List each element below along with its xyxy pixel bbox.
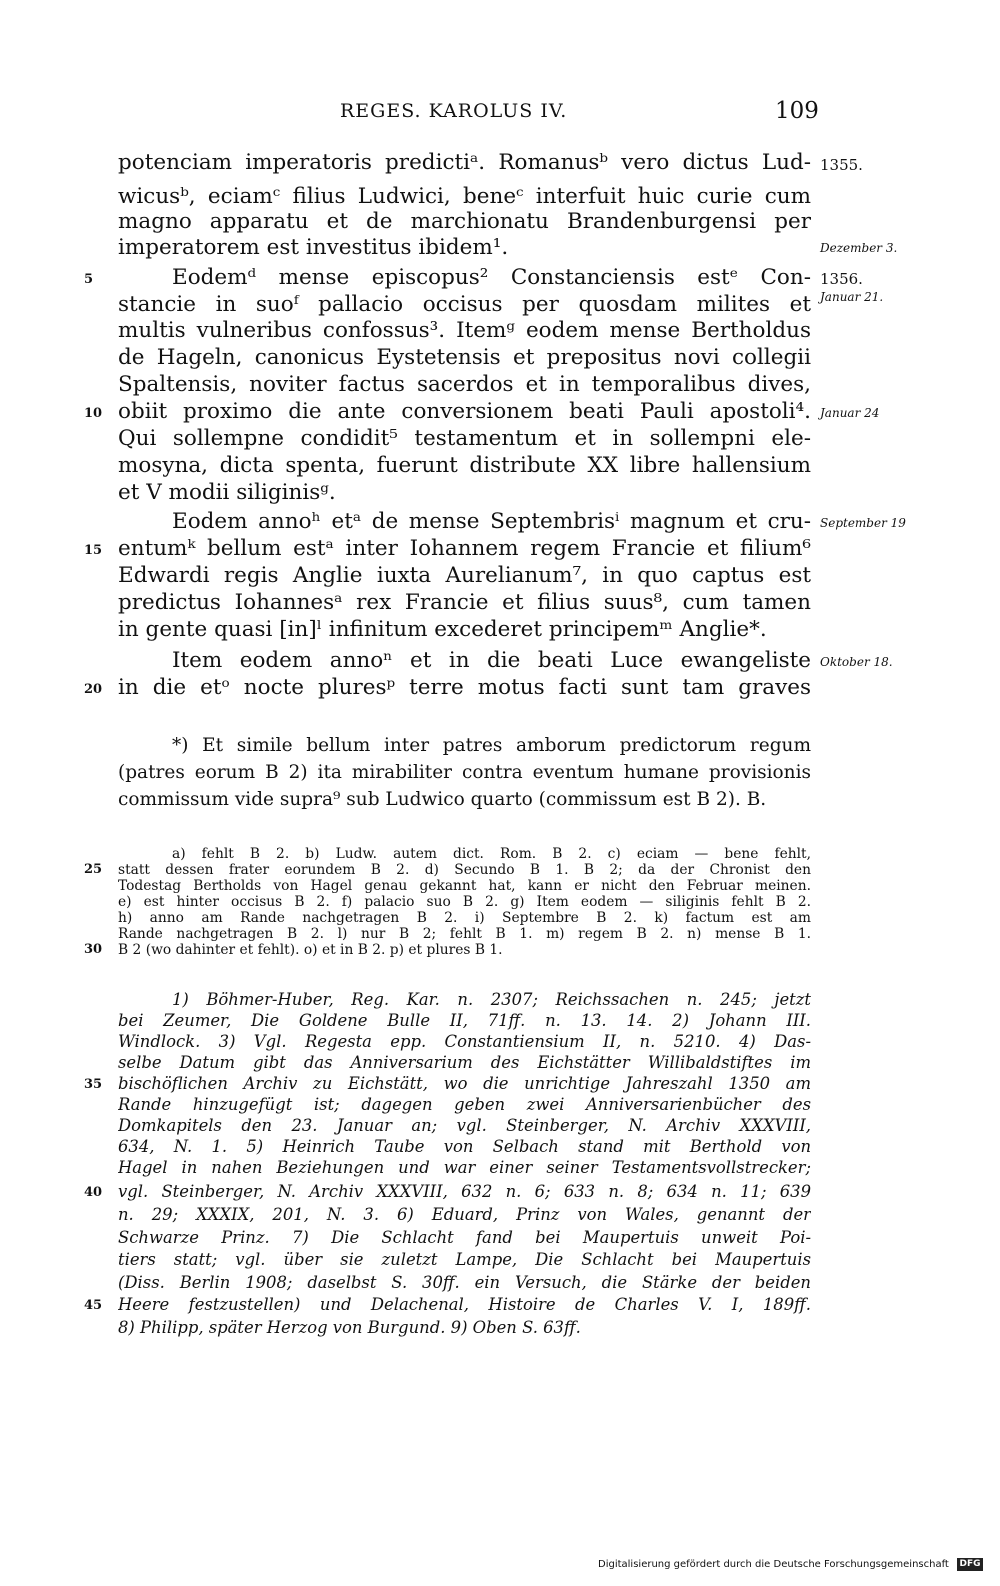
main-text-line: predictus Iohannesᵃ rex Francie et filius suus⁸, cum tamen	[118, 590, 811, 615]
main-text-line: wicusᵇ, eciamᶜ filius Ludwici, beneᶜ interfuit huic curie cum	[118, 184, 811, 209]
star-note-line: *) Et simile bellum inter patres amborum predictorum regum	[172, 735, 811, 756]
footnote-line: Rande hinzugefügt ist; dagegen geben zwei Anniversarienbücher des	[118, 1095, 811, 1114]
line-number: 5	[84, 272, 94, 287]
apparatus-line: statt dessen frater eorundem B 2. d) Secundo B 1. B 2; da der Chronist den	[118, 862, 811, 878]
apparatus-line: e) est hinter occisus B 2. f) palacio suo B 2. g) Item eodem — siliginis fehlt B 2.	[118, 894, 811, 910]
line-number: 20	[84, 682, 103, 697]
line-number: 25	[84, 862, 103, 877]
main-text-line: Qui sollempne condidit⁵ testamentum et in sollempni ele-	[118, 426, 811, 451]
line-number: 30	[84, 942, 103, 957]
footnote-line: Hagel in nahen Beziehungen und war einer seiner Testamentsvollstrecker;	[118, 1158, 811, 1177]
line-number: 45	[84, 1298, 103, 1313]
margin-date: Dezember 3.	[820, 241, 898, 255]
main-text-line: entumᵏ bellum estᵃ inter Iohannem regem Francie et filium⁶	[118, 536, 811, 561]
main-text-line: Eodemᵈ mense episcopus² Constanciensis estᵉ Con-	[172, 265, 811, 290]
margin-date: Oktober 18.	[820, 655, 893, 669]
main-text-line: stancie in suoᶠ pallacio occisus per quosdam milites et	[118, 292, 811, 317]
star-note-line: commissum vide supra⁹ sub Ludwico quarto (commissum est B 2). B.	[118, 789, 767, 810]
main-text-line: magno apparatu et de marchionatu Brandenburgensi per	[118, 209, 811, 234]
star-note-line: (patres eorum B 2) ita mirabiliter contra eventum humane provisionis	[118, 762, 811, 783]
line-number: 40	[84, 1185, 103, 1200]
main-text-line: mosyna, dicta spenta, fuerunt distribute XX libre hallensium	[118, 453, 811, 478]
footnote-line: (Diss. Berlin 1908; daselbst S. 30ff. ein Versuch, die Stärke der beiden	[118, 1273, 811, 1292]
running-title: REGES. KAROLUS IV.	[340, 100, 568, 122]
main-text-line: Eodem annoʰ etᵃ de mense Septembrisⁱ magnum et cru-	[172, 509, 811, 534]
footnote-line: Heere festzustellen) und Delachenal, Histoire de Charles V. I, 189ff.	[118, 1295, 811, 1314]
main-text-line: et V modii siliginisᵍ.	[118, 480, 336, 505]
main-text-line: de Hageln, canonicus Eystetensis et prepositus novi collegii	[118, 345, 811, 370]
line-number: 15	[84, 543, 103, 558]
margin-year: 1356.	[820, 270, 863, 288]
footnote-line: 8) Philipp, später Herzog von Burgund. 9) Oben S. 63ff.	[118, 1318, 581, 1337]
dfg-logo-icon: DFG	[957, 1558, 983, 1571]
line-number: 35	[84, 1077, 103, 1092]
apparatus-line: Todestag Bertholds von Hagel genau gekannt hat, kann er nicht den Februar meinen.	[118, 878, 811, 894]
footnote-line: Domkapitels den 23. Januar an; vgl. Steinberger, N. Archiv XXXVIII,	[118, 1116, 811, 1135]
apparatus-line: B 2 (wo dahinter et fehlt). o) et in B 2. p) et plures B 1.	[118, 942, 503, 958]
footnote-line: selbe Datum gibt das Anniversarium des Eichstätter Willibaldstiftes im	[118, 1053, 811, 1072]
footnote-line: Windlock. 3) Vgl. Regesta epp. Constantiensium II, n. 5210. 4) Das-	[118, 1032, 811, 1051]
footnote-line: tiers statt; vgl. über sie zuletzt Lampe, Die Schlacht bei Maupertuis	[118, 1250, 811, 1269]
apparatus-line: a) fehlt B 2. b) Ludw. autem dict. Rom. B 2. c) eciam — bene fehlt,	[172, 846, 811, 862]
footnote-line: Schwarze Prinz. 7) Die Schlacht fand bei Maupertuis unweit Poi-	[118, 1228, 811, 1247]
margin-year: 1355.	[820, 156, 863, 174]
main-text-line: potenciam imperatoris predictiᵃ. Romanusᵇ vero dictus Lud-	[118, 150, 811, 175]
main-text-line: Edwardi regis Anglie iuxta Aurelianum⁷, in quo captus est	[118, 563, 811, 588]
apparatus-line: Rande nachgetragen B 2. l) nur B 2; fehlt B 1. m) regem B 2. n) mense B 1.	[118, 926, 811, 942]
margin-date: September 19	[820, 516, 906, 530]
page-number: 109	[775, 98, 819, 124]
margin-date: Januar 24	[820, 406, 880, 420]
apparatus-line: h) anno am Rande nachgetragen B 2. i) Septembre B 2. k) factum est am	[118, 910, 811, 926]
footnote-line: 634, N. 1. 5) Heinrich Taube von Selbach stand mit Berthold von	[118, 1137, 811, 1156]
margin-date: Januar 21.	[820, 290, 884, 304]
digitization-credit: Digitalisierung gefördert durch die Deutsche Forschungsgemeinschaft	[598, 1559, 949, 1570]
line-number: 10	[84, 406, 103, 421]
footnote-line: bei Zeumer, Die Goldene Bulle II, 71ff. n. 13. 14. 2) Johann III.	[118, 1011, 811, 1030]
main-text-line: multis vulneribus confossus³. Itemᵍ eodem mense Bertholdus	[118, 318, 811, 343]
footnote-line: bischöflichen Archiv zu Eichstätt, wo die unrichtige Jahreszahl 1350 am	[118, 1074, 811, 1093]
main-text-line: in gente quasi [in]ˡ infinitum excederet principemᵐ Anglie*.	[118, 617, 767, 642]
main-text-line: in die etᵒ nocte pluresᵖ terre motus facti sunt tam graves	[118, 675, 811, 700]
footnote-line: n. 29; XXXIX, 201, N. 3. 6) Eduard, Prinz von Wales, genannt der	[118, 1205, 811, 1224]
main-text-line: obiit proximo die ante conversionem beati Pauli apostoli⁴.	[118, 399, 811, 424]
main-text-line: Spaltensis, noviter factus sacerdos et in temporalibus dives,	[118, 372, 811, 397]
footnote-line: 1) Böhmer-Huber, Reg. Kar. n. 2307; Reichssachen n. 245; jetzt	[172, 990, 811, 1009]
main-text-line: Item eodem annoⁿ et in die beati Luce ewangeliste	[172, 648, 811, 673]
footnote-line: vgl. Steinberger, N. Archiv XXXVIII, 632 n. 6; 633 n. 8; 634 n. 11; 639	[118, 1182, 811, 1201]
main-text-line: imperatorem est investitus ibidem¹.	[118, 235, 509, 260]
